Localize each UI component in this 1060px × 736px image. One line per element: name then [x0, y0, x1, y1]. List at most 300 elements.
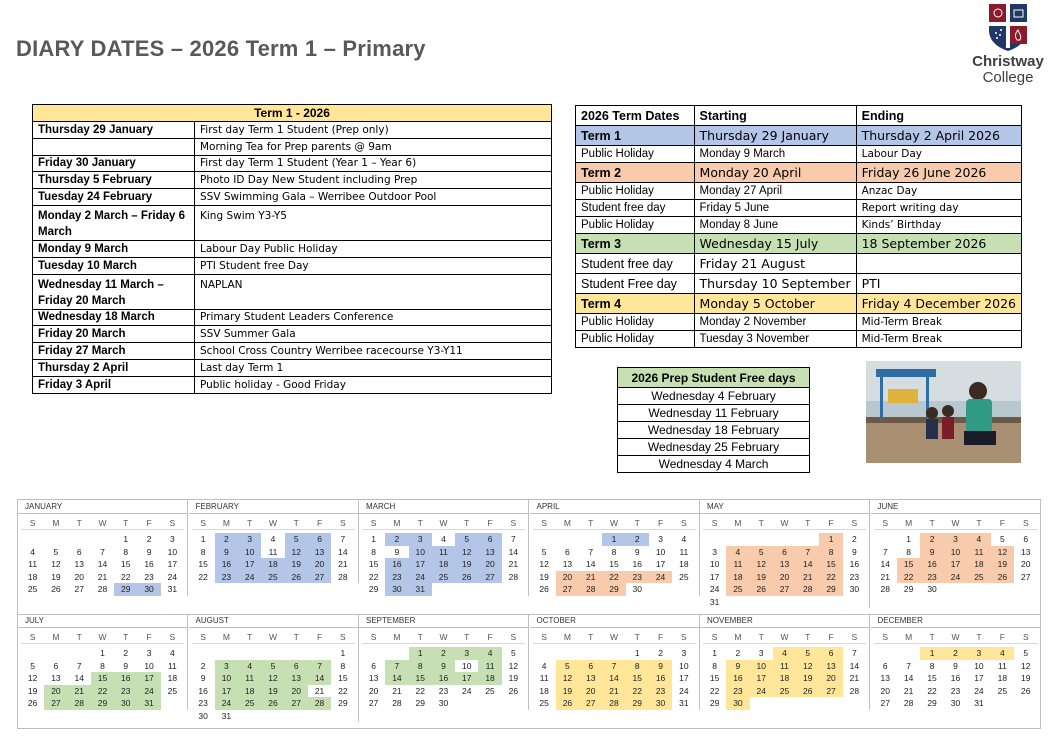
calendar-day: 16: [432, 672, 455, 685]
calendar-day: 2: [215, 533, 238, 546]
weekday-label: S: [192, 630, 215, 644]
term-dates-row: [576, 183, 1022, 200]
calendar-day: 25: [539, 698, 549, 708]
term-dates-end: Thursday 2 April 2026: [856, 126, 1021, 146]
calendar-day: 5: [30, 660, 35, 671]
calendar-day: 24: [649, 571, 672, 584]
calendar-day: 15: [91, 672, 114, 685]
calendar-day: 10: [709, 559, 720, 569]
calendar-day: 1: [409, 647, 432, 660]
calendar-day: 23: [215, 571, 238, 584]
calendar-day: 29: [602, 583, 625, 596]
calendar-day: 14: [602, 672, 625, 685]
calendar-day: 25: [261, 571, 284, 584]
term1-row: [33, 343, 552, 360]
month-name: NOVEMBER: [700, 614, 869, 628]
calendar-day: 21: [796, 571, 819, 584]
calendar-day: 24: [238, 571, 261, 584]
term-dates-end: Mid-Term Break: [856, 331, 1021, 348]
empty-day: [385, 647, 408, 660]
weekday-label: S: [21, 516, 44, 530]
empty-day: [215, 647, 238, 660]
calendar-day: 17: [655, 559, 666, 569]
empty-day: [579, 533, 602, 546]
term-dates-label: Public Holiday: [576, 314, 695, 331]
prep-free-header: 2026 Prep Student Free days: [618, 368, 810, 388]
calendar-day: 13: [562, 559, 573, 569]
calendar-day: 26: [1021, 685, 1031, 696]
calendar-day: 1: [634, 648, 640, 658]
weekday-label: F: [478, 630, 501, 644]
empty-day: [726, 533, 749, 546]
calendar-day: 28: [508, 571, 519, 582]
weekday-label: M: [385, 516, 408, 530]
calendar-day: 30: [438, 698, 449, 708]
calendar-day: 4: [478, 647, 501, 660]
calendar-day: 2: [944, 647, 967, 660]
calendar-day: 12: [991, 546, 1014, 559]
month-name: AUGUST: [189, 614, 358, 628]
logo-line2: College: [982, 69, 1034, 86]
calendar-month: [530, 500, 700, 596]
term1-row: [33, 359, 552, 376]
calendar-day: 1: [920, 647, 943, 660]
calendar-day: 10: [409, 546, 432, 559]
calendar-day: 21: [579, 571, 602, 584]
calendar-day: 25: [679, 571, 689, 582]
calendar-day: 16: [215, 558, 238, 571]
calendar-day: 27: [773, 583, 796, 596]
term1-date: Thursday 5 February: [33, 172, 195, 189]
term1-event: First day Term 1 Student (Prep only): [195, 122, 552, 139]
calendar-day: 28: [796, 583, 819, 596]
weekday-label: W: [261, 630, 284, 644]
calendar-day: 12: [27, 673, 38, 683]
term1-events-table: [32, 104, 552, 394]
weekday-label: S: [502, 516, 525, 530]
calendar-day: 27: [74, 584, 84, 594]
calendar-day: 18: [997, 673, 1008, 683]
calendar-day: 22: [368, 571, 379, 582]
calendar-day: 17: [974, 673, 984, 683]
calendar-day: 5: [999, 534, 1005, 544]
calendar-day: 25: [432, 571, 455, 584]
calendar-month: [359, 614, 529, 710]
calendar-day: 23: [144, 571, 154, 582]
calendar-day: 20: [1021, 559, 1031, 569]
calendar-day: 4: [726, 546, 749, 559]
calendar-day: 23: [849, 571, 860, 582]
calendar-day: 12: [796, 660, 819, 673]
calendar-day: 21: [338, 559, 348, 569]
term-dates-row: [576, 234, 1022, 254]
term-dates-label: Student free day: [576, 200, 695, 217]
calendar-day: 12: [261, 672, 284, 685]
calendar-day: 17: [944, 558, 967, 571]
calendar-day: 25: [773, 685, 796, 698]
calendar-day: 8: [100, 660, 105, 671]
calendar-day: 2: [851, 534, 857, 544]
calendar-day: 21: [880, 571, 890, 582]
weekday-label: T: [579, 516, 602, 530]
term-dates-header-end: Ending: [856, 106, 1021, 126]
calendar-day: 14: [585, 559, 596, 569]
calendar-month: [18, 500, 188, 596]
calendar-day: 4: [681, 534, 687, 544]
calendar-day: 19: [51, 571, 61, 582]
weekday-label: T: [114, 630, 137, 644]
calendar-day: 13: [74, 559, 84, 569]
calendar-day: 27: [368, 698, 379, 708]
weekday-label: M: [215, 516, 238, 530]
weekday-label: T: [455, 516, 478, 530]
calendar-day: 12: [539, 559, 549, 569]
month-name: SEPTEMBER: [359, 614, 528, 628]
calendar-day: 31: [974, 698, 984, 708]
calendar-day: 15: [709, 673, 720, 683]
weekday-label: S: [672, 516, 695, 530]
calendar-day: 29: [819, 583, 842, 596]
calendar-day: 9: [146, 546, 152, 557]
calendar-day: 8: [200, 546, 206, 557]
calendar-month: [189, 500, 359, 583]
calendar-day: 27: [819, 685, 842, 698]
calendar-day: 31: [167, 584, 178, 594]
weekday-label: M: [897, 630, 920, 644]
term1-date: Wednesday 18 March: [33, 309, 195, 326]
calendar-day: 17: [750, 672, 773, 685]
calendar-day: 16: [114, 672, 137, 685]
page-title: DIARY DATES – 2026 Term 1 – Primary: [16, 36, 426, 61]
calendar-day: 5: [285, 533, 308, 546]
calendar-day: 6: [371, 660, 376, 671]
calendar-day: 22: [927, 685, 937, 696]
calendar-day: 11: [238, 672, 261, 685]
calendar-day: 2: [385, 533, 408, 546]
term1-event: PTI Student free Day: [195, 257, 552, 274]
weekday-label: M: [726, 516, 749, 530]
calendar-day: 14: [385, 672, 408, 685]
calendar-day: 13: [51, 673, 61, 683]
weekday-label: W: [773, 516, 796, 530]
calendar-day: 6: [1023, 534, 1029, 544]
calendar-day: 30: [649, 697, 672, 710]
calendar-day: 27: [285, 697, 308, 710]
calendar-day: 24: [709, 584, 720, 594]
calendar-day: 22: [897, 571, 920, 584]
weekday-label: S: [672, 630, 695, 644]
logo-line1: Christway: [972, 53, 1044, 70]
weekday-label: F: [991, 516, 1014, 530]
calendar-day: 4: [541, 660, 547, 671]
term-dates-end: Mid-Term Break: [856, 314, 1021, 331]
calendar-day: 6: [308, 533, 331, 546]
prep-free-row: [618, 456, 810, 473]
calendar-day: 22: [338, 685, 348, 696]
term-dates-start: Friday 21 August: [694, 254, 856, 274]
empty-day: [261, 647, 284, 660]
calendar-day: 7: [588, 546, 594, 557]
calendar-day: 19: [1021, 673, 1031, 683]
calendar-day: 5: [510, 648, 516, 658]
weekday-label: T: [920, 516, 943, 530]
calendar-month: [359, 500, 529, 596]
empty-day: [308, 647, 331, 660]
month-name: JULY: [18, 614, 187, 628]
calendar-day: 13: [368, 673, 379, 683]
calendar-day: 5: [53, 546, 59, 557]
calendar-day: 23: [950, 685, 961, 696]
calendar-day: 20: [478, 558, 501, 571]
empty-day: [91, 533, 114, 546]
weekday-label: S: [192, 516, 215, 530]
calendar-day: 9: [953, 660, 958, 671]
calendar-day: 18: [679, 559, 689, 569]
calendar-day: 4: [270, 534, 276, 544]
calendar-month: [871, 614, 1041, 710]
empty-day: [533, 647, 556, 660]
calendar-day: 22: [121, 571, 131, 582]
calendar-day: 29: [903, 584, 914, 594]
calendar-day: 8: [819, 546, 842, 559]
weekday-label: F: [819, 630, 842, 644]
weekday-label: T: [238, 516, 261, 530]
weekday-label: S: [1014, 630, 1037, 644]
term-dates-label: Term 2: [576, 163, 695, 183]
weekday-label: M: [44, 630, 67, 644]
empty-day: [897, 647, 920, 660]
calendar-day: 3: [169, 534, 175, 544]
calendar-day: 30: [849, 584, 860, 594]
calendar-day: 17: [409, 558, 432, 571]
weekday-label: M: [726, 630, 749, 644]
term-dates-row: [576, 146, 1022, 163]
calendar-day: 28: [903, 698, 914, 708]
calendar-day: 19: [556, 685, 579, 698]
weekday-label: W: [432, 630, 455, 644]
calendar-day: 27: [478, 571, 501, 584]
term1-row: [33, 240, 552, 257]
term-dates-row: [576, 126, 1022, 146]
calendar-day: 22: [819, 571, 842, 584]
term-dates-label: Student Free day: [576, 274, 695, 294]
calendar-day: 2: [432, 647, 455, 660]
calendar-day: 11: [432, 546, 455, 559]
calendar-day: 10: [167, 546, 178, 557]
calendar-day: 25: [726, 583, 749, 596]
calendar-day: 27: [556, 583, 579, 596]
term-dates-row: [576, 163, 1022, 183]
term1-row: [33, 155, 552, 172]
term1-event: First day Term 1 Student (Year 1 – Year 6): [195, 155, 552, 172]
empty-day: [192, 647, 215, 660]
term1-date: Wednesday 11 March – Friday 20 March: [33, 274, 195, 309]
calendar-day: 18: [261, 558, 284, 571]
weekday-label: S: [161, 516, 184, 530]
calendar-day: 29: [927, 698, 937, 708]
calendar-day: 26: [455, 571, 478, 584]
term-dates-start: Monday 27 April: [694, 183, 856, 200]
weekday-label: S: [1014, 516, 1037, 530]
calendar-day: 14: [849, 660, 860, 671]
calendar-day: 8: [340, 660, 346, 671]
calendar-day: 30: [726, 697, 749, 710]
term1-event: Primary Student Leaders Conference: [195, 309, 552, 326]
term1-date: Tuesday 10 March: [33, 257, 195, 274]
weekday-label: F: [137, 516, 160, 530]
weekday-label: T: [796, 516, 819, 530]
calendar-day: 29: [91, 697, 114, 710]
calendar-day: 10: [215, 672, 238, 685]
calendar-day: 11: [726, 558, 749, 571]
term-dates-end: Anzac Day: [856, 183, 1021, 200]
calendar-day: 7: [882, 546, 888, 557]
calendar-day: 11: [773, 660, 796, 673]
term1-row: [33, 309, 552, 326]
calendar-day: 24: [215, 697, 238, 710]
calendar-day: 3: [238, 533, 261, 546]
weekday-label: T: [967, 516, 990, 530]
calendar-day: 6: [285, 660, 308, 673]
weekday-label: S: [331, 630, 354, 644]
calendar-day: 10: [462, 660, 472, 671]
calendar-day: 30: [137, 583, 160, 596]
calendar-day: 29: [338, 698, 348, 708]
weekday-label: S: [161, 630, 184, 644]
calendar-day: 24: [137, 685, 160, 698]
term1-row: [33, 122, 552, 139]
calendar-day: 7: [385, 660, 408, 673]
term1-event: Labour Day Public Holiday: [195, 240, 552, 257]
term1-event: NAPLAN: [195, 274, 552, 309]
calendar-day: 27: [308, 571, 331, 584]
calendar-day: 24: [409, 571, 432, 584]
term1-row: [33, 326, 552, 343]
calendar-day: 8: [929, 660, 935, 671]
weekday-label: W: [432, 516, 455, 530]
calendar-day: 12: [508, 660, 519, 671]
playground-photo: [866, 361, 1021, 463]
term1-date: Monday 2 March – Friday 6 March: [33, 205, 195, 240]
calendar-day: 4: [441, 534, 446, 544]
calendar-day: 25: [967, 571, 990, 584]
calendar-day: 24: [167, 571, 178, 582]
calendar-day: 13: [285, 672, 308, 685]
empty-day: [556, 647, 579, 660]
calendar-day: 11: [997, 660, 1007, 671]
empty-day: [874, 647, 897, 660]
prep-free-row: [618, 388, 810, 405]
calendar-day: 9: [634, 546, 640, 557]
calendar-day: 10: [238, 546, 261, 559]
calendar-day: 25: [27, 584, 38, 594]
calendar-day: 21: [849, 673, 860, 683]
weekday-label: S: [331, 516, 354, 530]
term-dates-row: [576, 274, 1022, 294]
term1-row: [33, 257, 552, 274]
month-name: JANUARY: [18, 500, 187, 514]
term-dates-end: Friday 4 December 2026: [856, 294, 1021, 314]
term1-date: Monday 9 March: [33, 240, 195, 257]
calendar-day: 13: [579, 672, 602, 685]
calendar-day: 20: [880, 685, 890, 696]
calendar-day: 30: [632, 584, 643, 594]
calendar-day: 9: [123, 660, 129, 671]
calendar-day: 8: [626, 660, 649, 673]
calendar-day: 16: [632, 559, 643, 569]
college-logo: [962, 2, 1054, 86]
calendar-day: 26: [991, 571, 1014, 584]
calendar-day: 24: [679, 685, 689, 696]
calendar-day: 11: [967, 546, 990, 559]
calendar-day: 4: [30, 546, 35, 557]
calendar-day: 3: [146, 648, 152, 658]
calendar-day: 27: [880, 698, 890, 708]
calendar-day: 8: [712, 660, 717, 671]
calendar-day: 20: [74, 571, 84, 582]
calendar-day: 3: [712, 546, 717, 557]
calendar-day: 26: [750, 583, 773, 596]
calendar-day: 5: [556, 660, 579, 673]
calendar-day: 29: [626, 697, 649, 710]
weekday-label: T: [285, 516, 308, 530]
calendar-day: 18: [27, 571, 38, 582]
term1-date: Friday 20 March: [33, 326, 195, 343]
term-dates-row: [576, 294, 1022, 314]
calendar-day: 22: [415, 685, 425, 696]
calendar-day: 4: [967, 533, 990, 546]
prep-free-day: Wednesday 25 February: [618, 439, 810, 456]
calendar-day: 1: [200, 534, 206, 544]
calendar-day: 13: [308, 546, 331, 559]
calendar-day: 3: [455, 647, 478, 660]
weekday-label: F: [991, 630, 1014, 644]
calendar-day: 15: [409, 672, 432, 685]
weekday-label: W: [773, 630, 796, 644]
calendar-day: 7: [906, 660, 911, 671]
term-dates-row: [576, 314, 1022, 331]
calendar-day: 21: [903, 685, 914, 696]
calendar-day: 2: [146, 534, 152, 544]
calendar-day: 11: [268, 546, 278, 557]
prep-free-row: [618, 439, 810, 456]
calendar-day: 15: [121, 559, 131, 569]
calendar-day: 9: [432, 660, 455, 673]
weekday-label: M: [556, 630, 579, 644]
calendar-day: 8: [409, 660, 432, 673]
calendar-day: 14: [880, 559, 890, 569]
term-dates-end: Labour Day: [856, 146, 1021, 163]
calendar-day: 1: [100, 648, 105, 658]
calendar-day: 18: [726, 571, 749, 584]
calendar-day: 21: [314, 685, 325, 696]
calendar-day: 11: [478, 660, 501, 673]
calendar-day: 24: [944, 571, 967, 584]
term-dates-start: Friday 5 June: [694, 200, 856, 217]
term1-table-header: Term 1 - 2026: [33, 105, 552, 122]
calendar-day: 19: [285, 558, 308, 571]
calendar-day: 7: [851, 648, 857, 658]
term1-event: Public holiday - Good Friday: [195, 376, 552, 393]
calendar-day: 3: [944, 533, 967, 546]
calendar-day: 23: [198, 698, 208, 708]
calendar-day: 19: [261, 685, 284, 698]
calendar-day: 25: [238, 697, 261, 710]
empty-day: [44, 533, 67, 546]
term1-row: [33, 138, 552, 155]
calendar-day: 9: [851, 546, 857, 557]
term-dates-table: [575, 105, 1022, 348]
